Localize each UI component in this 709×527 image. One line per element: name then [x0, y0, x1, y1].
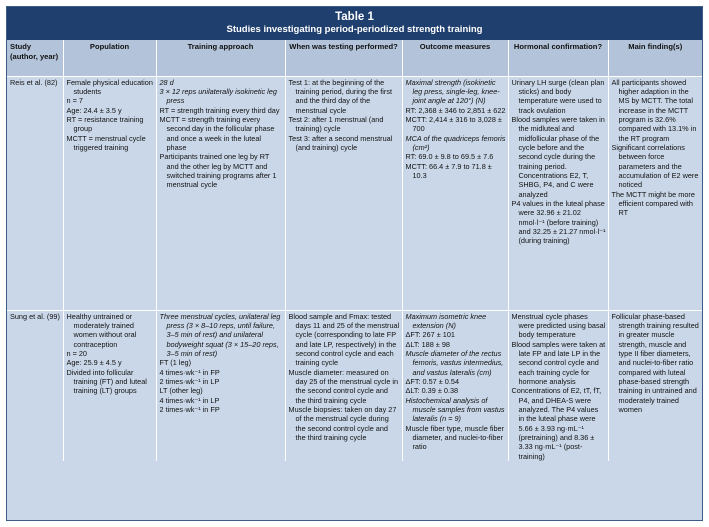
cell-line: ΔLT: 0.39 ± 0.38 [405, 386, 459, 396]
cell-line: 2 times·wk⁻¹ in FP [159, 404, 220, 414]
cell-line: Test 2: after 1 menstrual (and training) cycle [288, 114, 384, 134]
cell-line: 28 d [159, 77, 174, 87]
cell-line: Blood sample and Fmax: tested days 11 and 25 of the menstrual cycle (corresponding to late FP and late LP, respectively) in the second control cycle and each training cycle [288, 311, 400, 368]
cell-line: 2 times·wk⁻¹ in LP [159, 376, 220, 386]
studies-table [7, 40, 702, 461]
cell-line: MCTT: 2,414 ± 316 to 3,028 ± 700 [405, 114, 502, 134]
cell-hormonal [508, 76, 608, 310]
cell-line: Female physical education students [66, 77, 153, 96]
cell-line: Concentrations of E2, tT, fT, P4, and DHEA-S were analyzed. The P4 values in the luteal phase were 5.66 ± 3.93 ng·mL⁻¹ (pretraining) and 8.36 ± 3.33 ng·mL⁻¹ (post-training) [511, 386, 602, 461]
cell-line: Age: 24.4 ± 3.5 y [66, 105, 122, 115]
cell-main-findings [608, 76, 702, 310]
cell-line: ΔFT: 0.57 ± 0.54 [405, 376, 459, 386]
cell-line: Participants trained one leg by RT and the other leg by MCTT and switched training programs after 1 menstrual cycle [159, 152, 277, 190]
cell-study: Sung et al. (99) [7, 310, 63, 461]
cell-main-findings [608, 310, 702, 461]
cell-line: RT = strength training every third day [159, 105, 280, 115]
cell-line: RT: 2,368 ± 346 to 2,851 ± 622 [405, 105, 506, 115]
cell-line: Test 1: at the beginning of the training period, during the first and the third day of the menstrual cycle [288, 77, 393, 115]
cell-line: All participants showed higher adaption in the MS by MCTT. The total increase in the MCTT program is 32.6% compared with 13.1% in the RT program [611, 77, 697, 143]
header-hormonal-confirmation: Hormonal confirmation? [508, 40, 608, 76]
cell-population [63, 310, 156, 461]
cell-hormonal [508, 310, 608, 461]
header-testing: When was testing performed? [285, 40, 402, 76]
cell-line: MCTT = menstrual cycle triggered training [66, 133, 146, 152]
cell-line: Menstrual cycle phases were predicted using basal body temperature [511, 311, 606, 340]
cell-line: RT = resistance training group [66, 114, 144, 134]
cell-line: Divided into follicular training (FT) and luteal training (LT) groups [66, 367, 147, 396]
cell-line: MCTT = strength training every second day in the follicular phase and once a week in the luteal phase [159, 114, 275, 152]
cell-line: n = 7 [66, 96, 83, 106]
cell-line: Healthy untrained or moderately trained women without oral contraception [66, 311, 137, 349]
cell-line: Follicular phase-based strength training resulted in greater muscle strength, muscle and type II fiber diameters, and nuclei-to-fiber ratio compared with luteal phase-based strength training in untrained and moderately trained women [611, 311, 699, 414]
cell-population [63, 76, 156, 310]
header-main-findings: Main finding(s) [608, 40, 702, 76]
cell-line: 4 times·wk⁻¹ in LP [159, 395, 220, 405]
cell-line: Age: 25.9 ± 4.5 y [66, 358, 122, 368]
cell-line: MCA of the quadriceps femoris (cm²) [405, 133, 506, 152]
table-row [7, 310, 702, 461]
cell-line: 4 times·wk⁻¹ in FP [159, 367, 220, 377]
table-header-row [7, 40, 702, 76]
cell-study: Reis et al. (82) [7, 76, 63, 310]
cell-line: Three menstrual cycles, unilateral leg press (3 × 8–10 reps, until failure, 3–5 min of rest) and unilateral bodyweight squat (3 × 15–20 reps, 3–5 min of rest) [159, 311, 281, 358]
cell-line: The MCTT might be more efficient compared with RT [611, 189, 695, 218]
cell-line: Blood samples were taken in the midluteal and midfollicular phase of the cycle before and the second cycle during the training period. Concentrations E2, T, SHBG, P4, and C were analyzed [511, 114, 605, 199]
cell-line: ΔFT: 267 ± 101 [405, 330, 455, 340]
cell-line: ΔLT: 188 ± 98 [405, 339, 450, 349]
cell-line: P4 values in the luteal phase were 32.96 ± 21.02 nmol·l⁻¹ (before training) and 32.25 ± 21.27 nmol·l⁻¹ (during training) [511, 198, 606, 246]
cell-line: RT: 69.0 ± 9.8 to 69.5 ± 7.6 [405, 152, 494, 162]
cell-training-approach [156, 76, 285, 310]
cell-outcome-measures [402, 76, 508, 310]
cell-training-approach [156, 310, 285, 461]
cell-line: Muscle diameter of the rectus femoris, vastus intermedius, and vastus lateralis (cm) [405, 348, 504, 377]
cell-line: Maximal strength (isokinetic leg press, single-leg, knee-joint angle at 120°) (N) [405, 77, 500, 106]
header-outcome-measures: Outcome measures [402, 40, 508, 76]
cell-line: Muscle fiber type, muscle fiber diameter, and nuclei-to-fiber ratio [405, 423, 505, 452]
table-number: Table 1 [335, 11, 374, 23]
cell-line: Muscle diameter: measured on day 25 of the menstrual cycle in the second control cycle and the third training cycle [288, 367, 399, 405]
cell-line: MCTT: 66.4 ± 7.9 to 71.8 ± 10.3 [405, 161, 492, 180]
cell-line: Blood samples were taken at late FP and late LP in the second control cycle and each training cycle for hormone analysis [511, 339, 606, 386]
table-frame [6, 6, 703, 521]
cell-line: Muscle biopsies: taken on day 27 of the menstrual cycle during the second control cycle and the third training cycle [288, 404, 397, 442]
table-title-bar [7, 7, 702, 40]
cell-testing [285, 76, 402, 310]
cell-line: FT (1 leg) [159, 358, 191, 368]
cell-line: n = 20 [66, 348, 87, 358]
cell-outcome-measures [402, 310, 508, 461]
cell-testing [285, 310, 402, 461]
cell-line: Histochemical analysis of muscle samples from vastus lateralis (n = 9) [405, 395, 505, 424]
header-population: Population [63, 40, 156, 76]
table-row [7, 76, 702, 310]
cell-line: Maximum isometric knee extension (N) [405, 311, 487, 330]
cell-line: 3 × 12 reps unilaterally isokinetic leg press [159, 86, 277, 106]
cell-line: LT (other leg) [159, 386, 203, 396]
cell-line: Urinary LH surge (clean plan sticks) and body temperature were used to track ovulation [511, 77, 605, 115]
cell-line: Test 3: after a second menstrual (and training) cycle [288, 133, 393, 152]
header-study: Study (author, year) [7, 40, 63, 76]
header-training-approach: Training approach [156, 40, 285, 76]
table-title: Studies investigating period-periodized strength training [226, 24, 483, 35]
cell-line: Significant correlations between force parameters and the accumulation of E2 were noticed [611, 142, 699, 190]
